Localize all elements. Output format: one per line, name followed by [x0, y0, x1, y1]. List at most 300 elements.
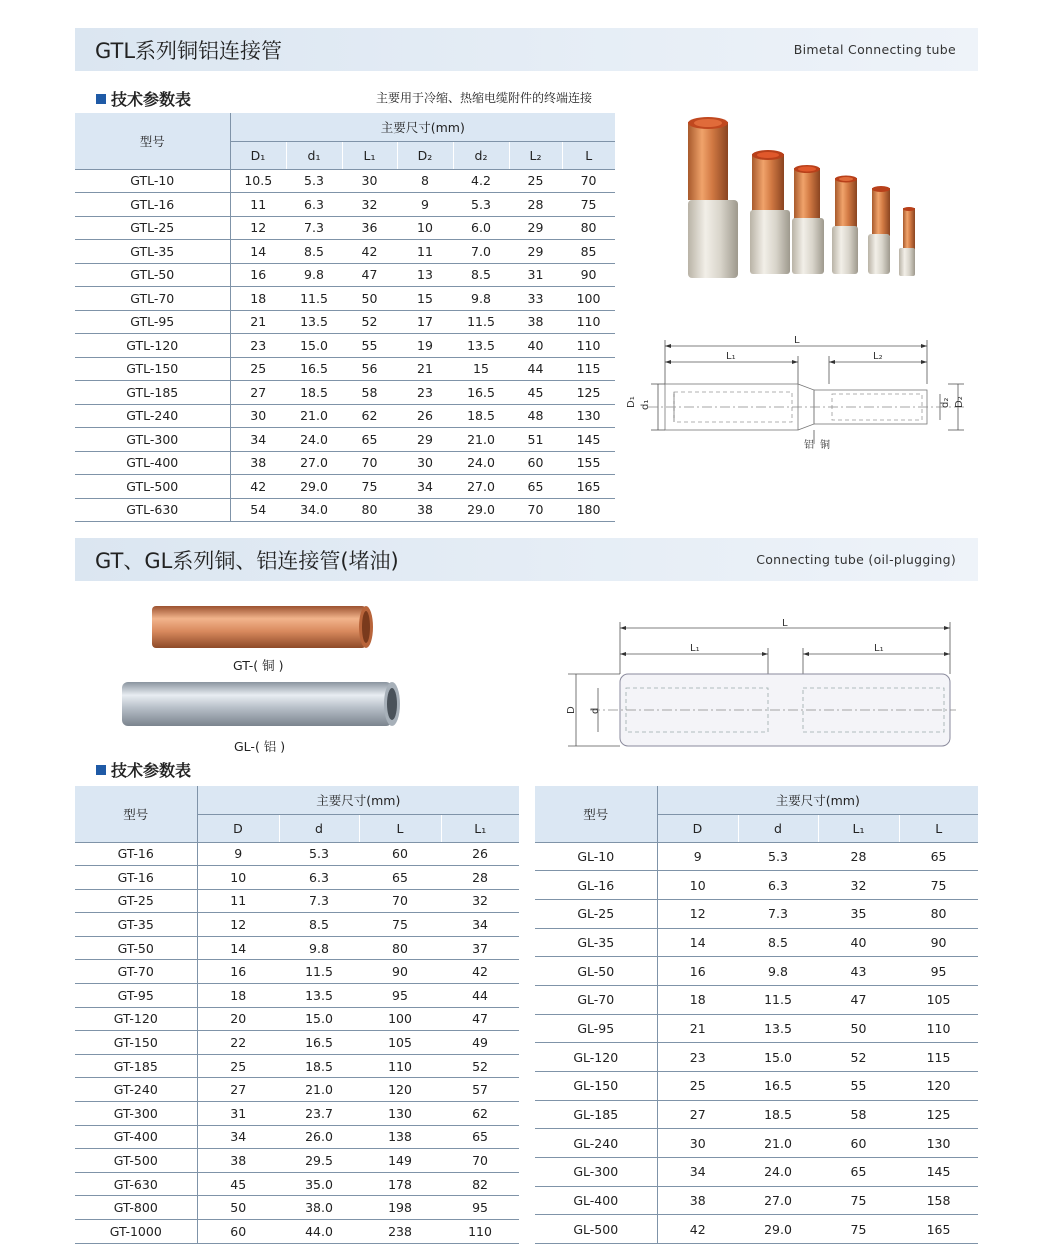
value-cell: 26 [441, 842, 519, 866]
value-cell: 95 [899, 957, 978, 986]
model-cell: GT-70 [75, 960, 197, 984]
value-cell: 11.5 [453, 310, 509, 334]
value-cell: 15.0 [286, 334, 342, 358]
value-cell: 11 [397, 240, 453, 264]
value-cell: 198 [359, 1196, 441, 1220]
value-cell: 38 [657, 1186, 738, 1215]
value-cell: 9 [197, 842, 279, 866]
value-cell: 55 [342, 334, 397, 358]
value-cell: 52 [441, 1054, 519, 1078]
value-cell: 54 [230, 498, 286, 522]
table-row [75, 263, 615, 287]
model-cell: GL-120 [535, 1043, 657, 1072]
value-cell: 11 [197, 889, 279, 913]
value-cell: 6.0 [453, 216, 509, 240]
section2-heading: 技术参数表 [96, 758, 191, 781]
table-row [75, 381, 615, 405]
gl-caption: GL-( 铝 ) [234, 739, 286, 754]
diagram-label-cu: 铜 [820, 440, 830, 451]
value-cell: 16 [197, 960, 279, 984]
value-cell: 18.5 [286, 381, 342, 405]
value-cell: 50 [197, 1196, 279, 1220]
diagram-label-d2: d₂ [940, 397, 951, 408]
gt-spec-table [75, 786, 519, 1244]
value-cell: 130 [899, 1129, 978, 1158]
tube-3 [792, 165, 824, 274]
table-row [535, 1129, 978, 1158]
column-header: L [562, 141, 615, 169]
value-cell: 95 [441, 1196, 519, 1220]
value-cell: 29 [509, 216, 562, 240]
model-cell: GL-400 [535, 1186, 657, 1215]
model-cell: GTL-185 [75, 381, 230, 405]
table-row [75, 475, 615, 499]
value-cell: 24.0 [286, 428, 342, 452]
value-cell: 145 [562, 428, 615, 452]
value-cell: 49 [441, 1031, 519, 1055]
model-cell: GT-1000 [75, 1220, 197, 1244]
value-cell: 16.5 [286, 357, 342, 381]
value-cell: 70 [359, 889, 441, 913]
value-cell: 45 [197, 1172, 279, 1196]
value-cell: 47 [342, 263, 397, 287]
value-cell: 16 [230, 263, 286, 287]
value-cell: 10.5 [230, 169, 286, 193]
gl-aluminium-tube-image [120, 680, 402, 730]
table-row [535, 1158, 978, 1187]
value-cell: 30 [342, 169, 397, 193]
table-row [535, 1043, 978, 1072]
section1-title-band [75, 28, 978, 71]
value-cell: 9 [657, 842, 738, 871]
value-cell: 178 [359, 1172, 441, 1196]
value-cell: 25 [230, 357, 286, 381]
value-cell: 30 [657, 1129, 738, 1158]
diagram-label-al: 铝 [804, 440, 814, 451]
value-cell: 5.3 [738, 842, 818, 871]
value-cell: 10 [657, 871, 738, 900]
value-cell: 100 [359, 1007, 441, 1031]
value-cell: 21.0 [453, 428, 509, 452]
table-row [535, 871, 978, 900]
value-cell: 16 [657, 957, 738, 986]
value-cell: 11.5 [286, 287, 342, 311]
value-cell: 27.0 [453, 475, 509, 499]
table-row [535, 1014, 978, 1043]
value-cell: 238 [359, 1220, 441, 1244]
model-cell: GL-185 [535, 1100, 657, 1129]
value-cell: 27 [230, 381, 286, 405]
value-cell: 25 [197, 1054, 279, 1078]
model-header: 型号 [75, 113, 230, 169]
value-cell: 12 [657, 899, 738, 928]
table-row [535, 928, 978, 957]
value-cell: 110 [441, 1220, 519, 1244]
table-row [75, 334, 615, 358]
tube-6 [899, 207, 915, 276]
value-cell: 90 [359, 960, 441, 984]
value-cell: 62 [441, 1102, 519, 1126]
value-cell: 28 [441, 866, 519, 890]
value-cell: 5.3 [286, 169, 342, 193]
model-cell: GTL-500 [75, 475, 230, 499]
model-cell: GT-400 [75, 1125, 197, 1149]
value-cell: 75 [818, 1215, 899, 1244]
table-row [535, 985, 978, 1014]
value-cell: 31 [197, 1102, 279, 1126]
value-cell: 27 [197, 1078, 279, 1102]
model-cell: GTL-25 [75, 216, 230, 240]
table-row [75, 1007, 519, 1031]
value-cell: 125 [899, 1100, 978, 1129]
value-cell: 80 [899, 899, 978, 928]
value-cell: 18.5 [279, 1054, 359, 1078]
value-cell: 130 [562, 404, 615, 428]
table-row [75, 169, 615, 193]
table-row [75, 216, 615, 240]
value-cell: 5.3 [279, 842, 359, 866]
value-cell: 138 [359, 1125, 441, 1149]
value-cell: 120 [899, 1072, 978, 1101]
value-cell: 32 [441, 889, 519, 913]
model-cell: GTL-50 [75, 263, 230, 287]
value-cell: 60 [359, 842, 441, 866]
value-cell: 35 [818, 899, 899, 928]
value-cell: 80 [342, 498, 397, 522]
model-cell: GTL-95 [75, 310, 230, 334]
value-cell: 32 [342, 193, 397, 217]
table-row [535, 1100, 978, 1129]
value-cell: 48 [509, 404, 562, 428]
value-cell: 21.0 [738, 1129, 818, 1158]
model-cell: GT-95 [75, 984, 197, 1008]
section1-note: 主要用于冷缩、热缩电缆附件的终端连接 [376, 91, 593, 105]
model-cell: GTL-16 [75, 193, 230, 217]
value-cell: 9.8 [453, 287, 509, 311]
model-cell: GL-500 [535, 1215, 657, 1244]
value-cell: 155 [562, 451, 615, 475]
tube-1 [688, 117, 738, 278]
model-cell: GTL-240 [75, 404, 230, 428]
value-cell: 145 [899, 1158, 978, 1187]
value-cell: 51 [509, 428, 562, 452]
column-header: D₁ [230, 141, 286, 169]
table-row [75, 1078, 519, 1102]
diagram-label-L: L [794, 335, 800, 346]
value-cell: 24.0 [738, 1158, 818, 1187]
table-row [75, 451, 615, 475]
value-cell: 24.0 [453, 451, 509, 475]
value-cell: 10 [197, 866, 279, 890]
model-cell: GT-16 [75, 842, 197, 866]
model-cell: GT-16 [75, 866, 197, 890]
table-row [75, 1125, 519, 1149]
table-row [75, 310, 615, 334]
value-cell: 40 [509, 334, 562, 358]
table-row [75, 866, 519, 890]
diagram2-label-L: L [782, 618, 788, 629]
gtl-dimension-diagram [618, 332, 968, 462]
value-cell: 8.5 [279, 913, 359, 937]
gl-table-body [535, 842, 978, 1244]
value-cell: 65 [441, 1125, 519, 1149]
value-cell: 42 [657, 1215, 738, 1244]
value-cell: 29 [509, 240, 562, 264]
value-cell: 27 [657, 1100, 738, 1129]
model-cell: GT-50 [75, 936, 197, 960]
value-cell: 50 [342, 287, 397, 311]
model-header: 型号 [75, 786, 197, 842]
value-cell: 29.0 [738, 1215, 818, 1244]
value-cell: 22 [197, 1031, 279, 1055]
model-cell: GT-35 [75, 913, 197, 937]
value-cell: 28 [509, 193, 562, 217]
value-cell: 47 [818, 985, 899, 1014]
value-cell: 65 [818, 1158, 899, 1187]
value-cell: 42 [441, 960, 519, 984]
value-cell: 60 [818, 1129, 899, 1158]
value-cell: 19 [397, 334, 453, 358]
value-cell: 9.8 [286, 263, 342, 287]
value-cell: 60 [197, 1220, 279, 1244]
model-cell: GT-630 [75, 1172, 197, 1196]
value-cell: 36 [342, 216, 397, 240]
model-cell: GT-185 [75, 1054, 197, 1078]
value-cell: 16.5 [453, 381, 509, 405]
gt-copper-tube-image [150, 604, 376, 652]
model-cell: GTL-10 [75, 169, 230, 193]
value-cell: 14 [657, 928, 738, 957]
value-cell: 15.0 [738, 1043, 818, 1072]
table-row [535, 1215, 978, 1244]
model-cell: GTL-400 [75, 451, 230, 475]
value-cell: 50 [818, 1014, 899, 1043]
value-cell: 56 [342, 357, 397, 381]
value-cell: 120 [359, 1078, 441, 1102]
value-cell: 75 [359, 913, 441, 937]
value-cell: 7.0 [453, 240, 509, 264]
value-cell: 110 [562, 334, 615, 358]
value-cell: 44.0 [279, 1220, 359, 1244]
column-header: D [657, 814, 738, 842]
table-row [75, 889, 519, 913]
value-cell: 14 [230, 240, 286, 264]
table-row [75, 287, 615, 311]
column-header: L₁ [818, 814, 899, 842]
section2-title-band [75, 538, 978, 581]
column-header: d [279, 814, 359, 842]
value-cell: 30 [230, 404, 286, 428]
table-row [535, 899, 978, 928]
value-cell: 21.0 [279, 1078, 359, 1102]
gt-gl-dimension-diagram [558, 614, 958, 754]
column-header: d₁ [286, 141, 342, 169]
value-cell: 32 [818, 871, 899, 900]
model-cell: GT-120 [75, 1007, 197, 1031]
value-cell: 38 [509, 310, 562, 334]
value-cell: 158 [899, 1186, 978, 1215]
model-cell: GT-150 [75, 1031, 197, 1055]
gt-caption: GT-( 铜 ) [233, 658, 284, 673]
value-cell: 34 [441, 913, 519, 937]
value-cell: 29.5 [279, 1149, 359, 1173]
value-cell: 65 [342, 428, 397, 452]
value-cell: 23.7 [279, 1102, 359, 1126]
diagram-label-L1: L₁ [726, 351, 736, 362]
value-cell: 23 [230, 334, 286, 358]
model-cell: GL-70 [535, 985, 657, 1014]
table-row [75, 1196, 519, 1220]
value-cell: 95 [359, 984, 441, 1008]
value-cell: 27.0 [286, 451, 342, 475]
value-cell: 15.0 [279, 1007, 359, 1031]
value-cell: 105 [899, 985, 978, 1014]
value-cell: 42 [230, 475, 286, 499]
value-cell: 34 [230, 428, 286, 452]
value-cell: 26.0 [279, 1125, 359, 1149]
gtl-tubes-image [680, 112, 930, 282]
value-cell: 110 [899, 1014, 978, 1043]
value-cell: 38 [397, 498, 453, 522]
value-cell: 33 [509, 287, 562, 311]
value-cell: 21 [397, 357, 453, 381]
value-cell: 13.5 [286, 310, 342, 334]
section1-title: GTL系列铜铝连接管 [95, 39, 283, 63]
value-cell: 16.5 [738, 1072, 818, 1101]
column-header: d₂ [453, 141, 509, 169]
value-cell: 45 [509, 381, 562, 405]
table-row [75, 357, 615, 381]
gtl-table-body [75, 169, 615, 522]
value-cell: 70 [509, 498, 562, 522]
value-cell: 125 [562, 381, 615, 405]
value-cell: 70 [342, 451, 397, 475]
tube-5 [868, 186, 890, 274]
value-cell: 7.3 [279, 889, 359, 913]
column-header: L₁ [342, 141, 397, 169]
value-cell: 165 [562, 475, 615, 499]
model-cell: GT-25 [75, 889, 197, 913]
model-cell: GL-300 [535, 1158, 657, 1187]
diagram2-label-D: D [566, 706, 577, 714]
value-cell: 18 [230, 287, 286, 311]
table-row [75, 936, 519, 960]
value-cell: 34 [197, 1125, 279, 1149]
value-cell: 57 [441, 1078, 519, 1102]
value-cell: 11.5 [738, 985, 818, 1014]
model-header: 型号 [535, 786, 657, 842]
model-cell: GTL-300 [75, 428, 230, 452]
tube-4 [832, 176, 858, 275]
value-cell: 115 [899, 1043, 978, 1072]
value-cell: 6.3 [286, 193, 342, 217]
value-cell: 58 [342, 381, 397, 405]
value-cell: 11.5 [279, 960, 359, 984]
value-cell: 47 [441, 1007, 519, 1031]
value-cell: 130 [359, 1102, 441, 1126]
column-header: L₂ [509, 141, 562, 169]
value-cell: 13 [397, 263, 453, 287]
value-cell: 8.5 [286, 240, 342, 264]
model-cell: GTL-35 [75, 240, 230, 264]
value-cell: 23 [397, 381, 453, 405]
value-cell: 13.5 [453, 334, 509, 358]
value-cell: 9 [397, 193, 453, 217]
table-row [75, 1102, 519, 1126]
value-cell: 9.8 [279, 936, 359, 960]
column-header: d [738, 814, 818, 842]
column-header: L₁ [441, 814, 519, 842]
diagram-label-L2: L₂ [873, 351, 883, 362]
value-cell: 21.0 [286, 404, 342, 428]
value-cell: 75 [342, 475, 397, 499]
value-cell: 90 [562, 263, 615, 287]
value-cell: 12 [230, 216, 286, 240]
square-bullet-icon [96, 765, 106, 775]
value-cell: 37 [441, 936, 519, 960]
model-cell: GL-240 [535, 1129, 657, 1158]
table-row [75, 1031, 519, 1055]
value-cell: 18 [197, 984, 279, 1008]
model-cell: GTL-120 [75, 334, 230, 358]
value-cell: 18.5 [738, 1100, 818, 1129]
value-cell: 5.3 [453, 193, 509, 217]
value-cell: 100 [562, 287, 615, 311]
diagram-label-D1: D₁ [626, 396, 637, 408]
model-cell: GTL-70 [75, 287, 230, 311]
model-cell: GL-35 [535, 928, 657, 957]
table-row [535, 842, 978, 871]
value-cell: 85 [562, 240, 615, 264]
dimension-group-header: 主要尺寸(mm) [230, 113, 615, 141]
value-cell: 65 [899, 842, 978, 871]
column-header: L [899, 814, 978, 842]
table-row [75, 1149, 519, 1173]
value-cell: 70 [441, 1149, 519, 1173]
value-cell: 55 [818, 1072, 899, 1101]
value-cell: 90 [899, 928, 978, 957]
value-cell: 29 [397, 428, 453, 452]
value-cell: 15 [397, 287, 453, 311]
table-row [75, 498, 615, 522]
value-cell: 4.2 [453, 169, 509, 193]
value-cell: 149 [359, 1149, 441, 1173]
value-cell: 75 [562, 193, 615, 217]
value-cell: 65 [359, 866, 441, 890]
value-cell: 7.3 [738, 899, 818, 928]
value-cell: 70 [562, 169, 615, 193]
value-cell: 16.5 [279, 1031, 359, 1055]
value-cell: 8 [397, 169, 453, 193]
diagram-label-D2: D₂ [954, 396, 965, 408]
value-cell: 80 [562, 216, 615, 240]
table-row [535, 1186, 978, 1215]
value-cell: 8.5 [738, 928, 818, 957]
table-row [75, 240, 615, 264]
table-row [75, 842, 519, 866]
column-header: D₂ [397, 141, 453, 169]
value-cell: 13.5 [279, 984, 359, 1008]
value-cell: 17 [397, 310, 453, 334]
value-cell: 115 [562, 357, 615, 381]
value-cell: 35.0 [279, 1172, 359, 1196]
value-cell: 7.3 [286, 216, 342, 240]
value-cell: 21 [230, 310, 286, 334]
model-cell: GL-95 [535, 1014, 657, 1043]
table-row [535, 1072, 978, 1101]
table-row [535, 957, 978, 986]
value-cell: 23 [657, 1043, 738, 1072]
